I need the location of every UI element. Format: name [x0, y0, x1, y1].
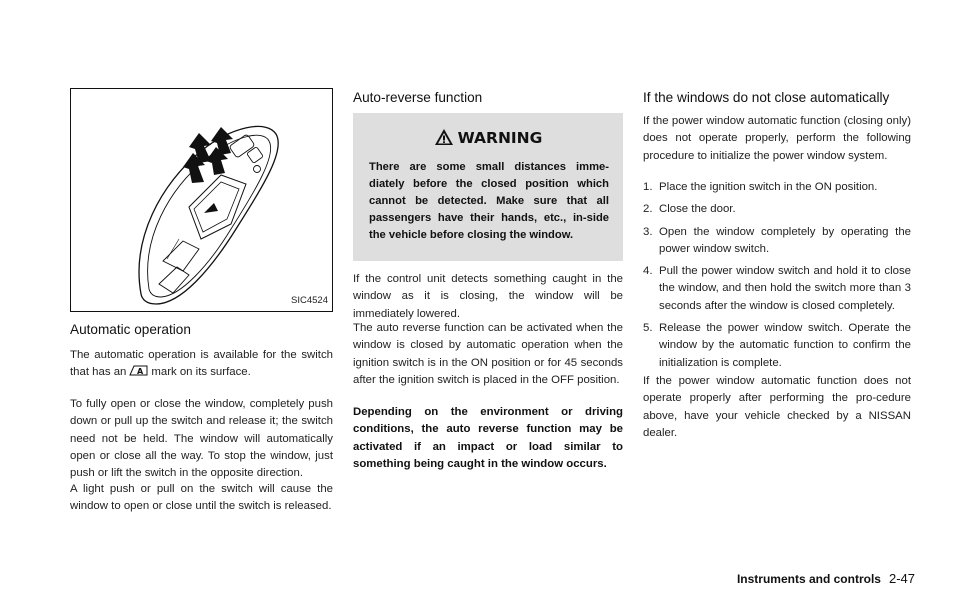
paragraph-automatic-full: To fully open or close the window, completely push down or pull up the switch and release it; the switch need not be held. The window will automatically open or close all the way. To stop the window, just push or lift the switch in the opposite direction.: [70, 398, 333, 480]
heading-auto-reverse: Auto-reverse function: [353, 90, 483, 105]
figure-code: SIC4524: [291, 295, 328, 306]
step-text: Close the door.: [659, 203, 736, 216]
step-text: Open the window completely by operating the power window switch.: [659, 225, 911, 255]
initialization-steps: [643, 179, 911, 377]
auto-mark-icon: [129, 365, 148, 376]
step-number: 4.: [643, 265, 653, 278]
paragraph-autoreverse-conditions: Depending on the environment or driving conditions, the auto reverse function may be activated if an impact or load similar to something being caught in the window occurs.: [353, 406, 623, 470]
paragraph-autoreverse-detect: If the control unit detects something caught in the window as it is closing, the window will be immediately lowered.: [353, 273, 623, 320]
automatic-text-after-icon: mark on its surface.: [151, 366, 251, 379]
heading-automatic-operation: Automatic operation: [70, 322, 191, 337]
step-item: [643, 179, 911, 196]
footer-section-title: Instruments and controls: [736, 572, 881, 586]
warning-header: [353, 128, 623, 147]
step-item: [643, 224, 911, 259]
step-number: 1.: [643, 181, 653, 193]
svg-text:A: A: [137, 367, 144, 377]
window-switch-illustration: [70, 88, 333, 312]
page-number: 2-47: [888, 571, 915, 586]
window-switch-drawing: [71, 89, 332, 311]
warning-title: WARNING: [457, 129, 543, 147]
warning-text: There are some small distances imme-diately before the closed position which cannot be detected. Make sure that all passengers have their hands, etc., in-side the vehicle before closing the window.: [369, 161, 609, 242]
automatic-text-before-icon: The automatic operation is available for the switch that has an: [70, 349, 333, 379]
step-text: Pull the power window switch and hold it to close the window, and then hold the switch more than 3 seconds after the window is closed completely.: [659, 265, 911, 312]
warning-box: [353, 113, 623, 261]
step-item: [643, 263, 911, 315]
page-footer: [737, 571, 915, 586]
paragraph-automatic-light: A light push or pull on the switch will cause the window to open or close until the switch is released.: [70, 483, 333, 513]
step-number: 2.: [643, 203, 653, 216]
paragraph-notclose-outro: If the power window automatic function does not operate properly after performing the pro-cedure above, have your vehicle checked by a NISSAN dealer.: [643, 375, 911, 439]
step-item: [643, 201, 911, 218]
paragraph-automatic-availability: [70, 347, 333, 382]
warning-triangle-icon: [434, 128, 454, 146]
step-number: 5.: [643, 322, 653, 335]
paragraph-notclose-intro: If the power window automatic function (closing only) does not operate properly, perform the following procedure to initialize the power window system.: [643, 115, 911, 162]
step-text: Release the power window switch. Operate the window by the automatic function to confirm the initialization is complete.: [659, 322, 911, 369]
step-number: 3.: [643, 225, 653, 238]
step-text: Place the ignition switch in the ON position.: [659, 181, 878, 193]
step-item: [643, 320, 911, 372]
heading-windows-not-close: If the windows do not close automatically: [643, 90, 890, 105]
paragraph-autoreverse-activation: The auto reverse function can be activated when the window is closed by automatic operation when the ignition switch is in the ON position or for 45 seconds after the ignition switch is placed in the OFF position.: [353, 322, 623, 386]
